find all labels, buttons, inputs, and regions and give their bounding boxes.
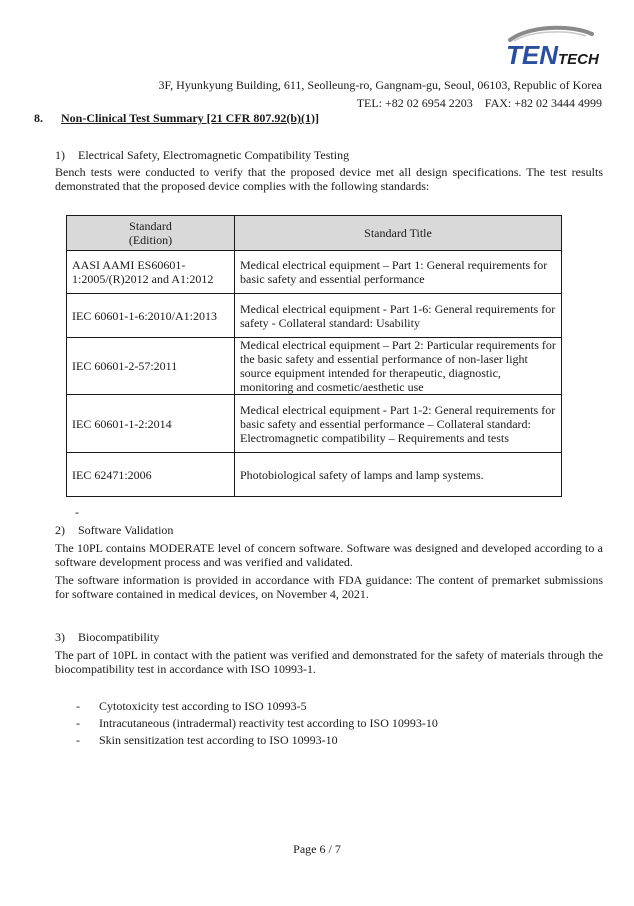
header-standard-title: Standard Title: [235, 216, 562, 251]
list-item: - Cytotoxicity test according to ISO 10993-5: [76, 699, 307, 713]
list-item: - Skin sensitization test according to ISO 10993-10: [76, 733, 338, 747]
biocompat-paragraph: The part of 10PL in contact with the patient was verified and demonstrated for the safety of materials through the biocompatibility test in accordance with ISO 10993-1.: [55, 648, 603, 676]
company-address-block: [158, 76, 602, 112]
section-number: 8.: [34, 111, 43, 125]
cell-title: Photobiological safety of lamps and lamp systems.: [235, 453, 562, 497]
cell-standard: IEC 60601-2-57:2011: [67, 338, 235, 395]
subsection-number: 2): [55, 523, 65, 537]
table-row: [67, 338, 562, 395]
cell-title: Medical electrical equipment – Part 1: General requirements for basic safety and essential performance: [235, 251, 562, 294]
table-header-row: [67, 216, 562, 251]
table-row: [67, 251, 562, 294]
table-row: [67, 294, 562, 338]
subsection-title: Biocompatibility: [78, 630, 160, 644]
cell-title: Medical electrical equipment – Part 2: Particular requirements for the basic safety and essential performance of non-laser light source equipment intended for therapeutic, diagnostic, monitoring and cosmetic/aesthetic use: [235, 338, 562, 395]
subsection-title: Electrical Safety, Electromagnetic Compatibility Testing: [78, 148, 350, 162]
software-paragraph-2: The software information is provided in accordance with FDA guidance: The content of premarket submissions for software contained in medical devices, on November 4, 2021.: [55, 573, 603, 601]
contact-line: TEL: +82 02 6954 2203 FAX: +82 02 3444 4999: [356, 96, 602, 110]
section-heading: [34, 111, 319, 126]
electrical-intro-paragraph: Bench tests were conducted to verify that the proposed device met all design specifications. The test results demonstrated that the proposed device complies with the following standards:: [55, 165, 603, 193]
tentech-logo-icon: [500, 24, 605, 70]
table-row: [67, 453, 562, 497]
subsection-number: 1): [55, 148, 65, 162]
logo-text-ten: TEN: [506, 40, 558, 70]
software-paragraph-1: The 10PL contains MODERATE level of concern software. Software was designed and developed according to a software development process and was verified and validated.: [55, 541, 603, 569]
table-row: [67, 395, 562, 453]
bullet-dash: -: [76, 716, 80, 730]
section-title: Non-Clinical Test Summary [21 CFR 807.92(b)(1)]: [61, 111, 319, 125]
cell-standard: IEC 60601-1-2:2014: [67, 395, 235, 453]
cell-standard: IEC 60601-1-6:2010/A1:2013: [67, 294, 235, 338]
cell-standard: AASI AAMI ES60601-1:2005/(R)2012 and A1:2012: [67, 251, 235, 294]
subsection-title: Software Validation: [78, 523, 174, 537]
cell-standard: IEC 62471:2006: [67, 453, 235, 497]
trailing-dash: -: [75, 505, 79, 519]
subsection-heading-software: [55, 523, 173, 538]
bullet-dash: -: [76, 733, 80, 747]
logo-text-tech: TECH: [558, 51, 599, 68]
page-number: Page 6 / 7: [293, 842, 341, 856]
subsection-heading-electrical: [55, 148, 349, 163]
bullet-dash: -: [76, 699, 80, 713]
subsection-number: 3): [55, 630, 65, 644]
header-standard-edition: Standard (Edition): [67, 216, 235, 251]
address-line: 3F, Hyunkyung Building, 611, Seolleung-ro, Gangnam-gu, Seoul, 06103, Republic of Korea: [158, 78, 602, 92]
company-logo: [500, 24, 605, 70]
list-item: - Intracutaneous (intradermal) reactivity test according to ISO 10993-10: [76, 716, 438, 730]
standards-table: [66, 215, 562, 497]
cell-title: Medical electrical equipment - Part 1-6: General requirements for safety - Collateral standard: Usability: [235, 294, 562, 338]
subsection-heading-biocompat: [55, 630, 159, 645]
biocompat-test-list: [76, 698, 438, 749]
cell-title: Medical electrical equipment - Part 1-2: General requirements for basic safety and essential performance – Collateral standard: Electromagnetic compatibility – Requirements and tests: [235, 395, 562, 453]
